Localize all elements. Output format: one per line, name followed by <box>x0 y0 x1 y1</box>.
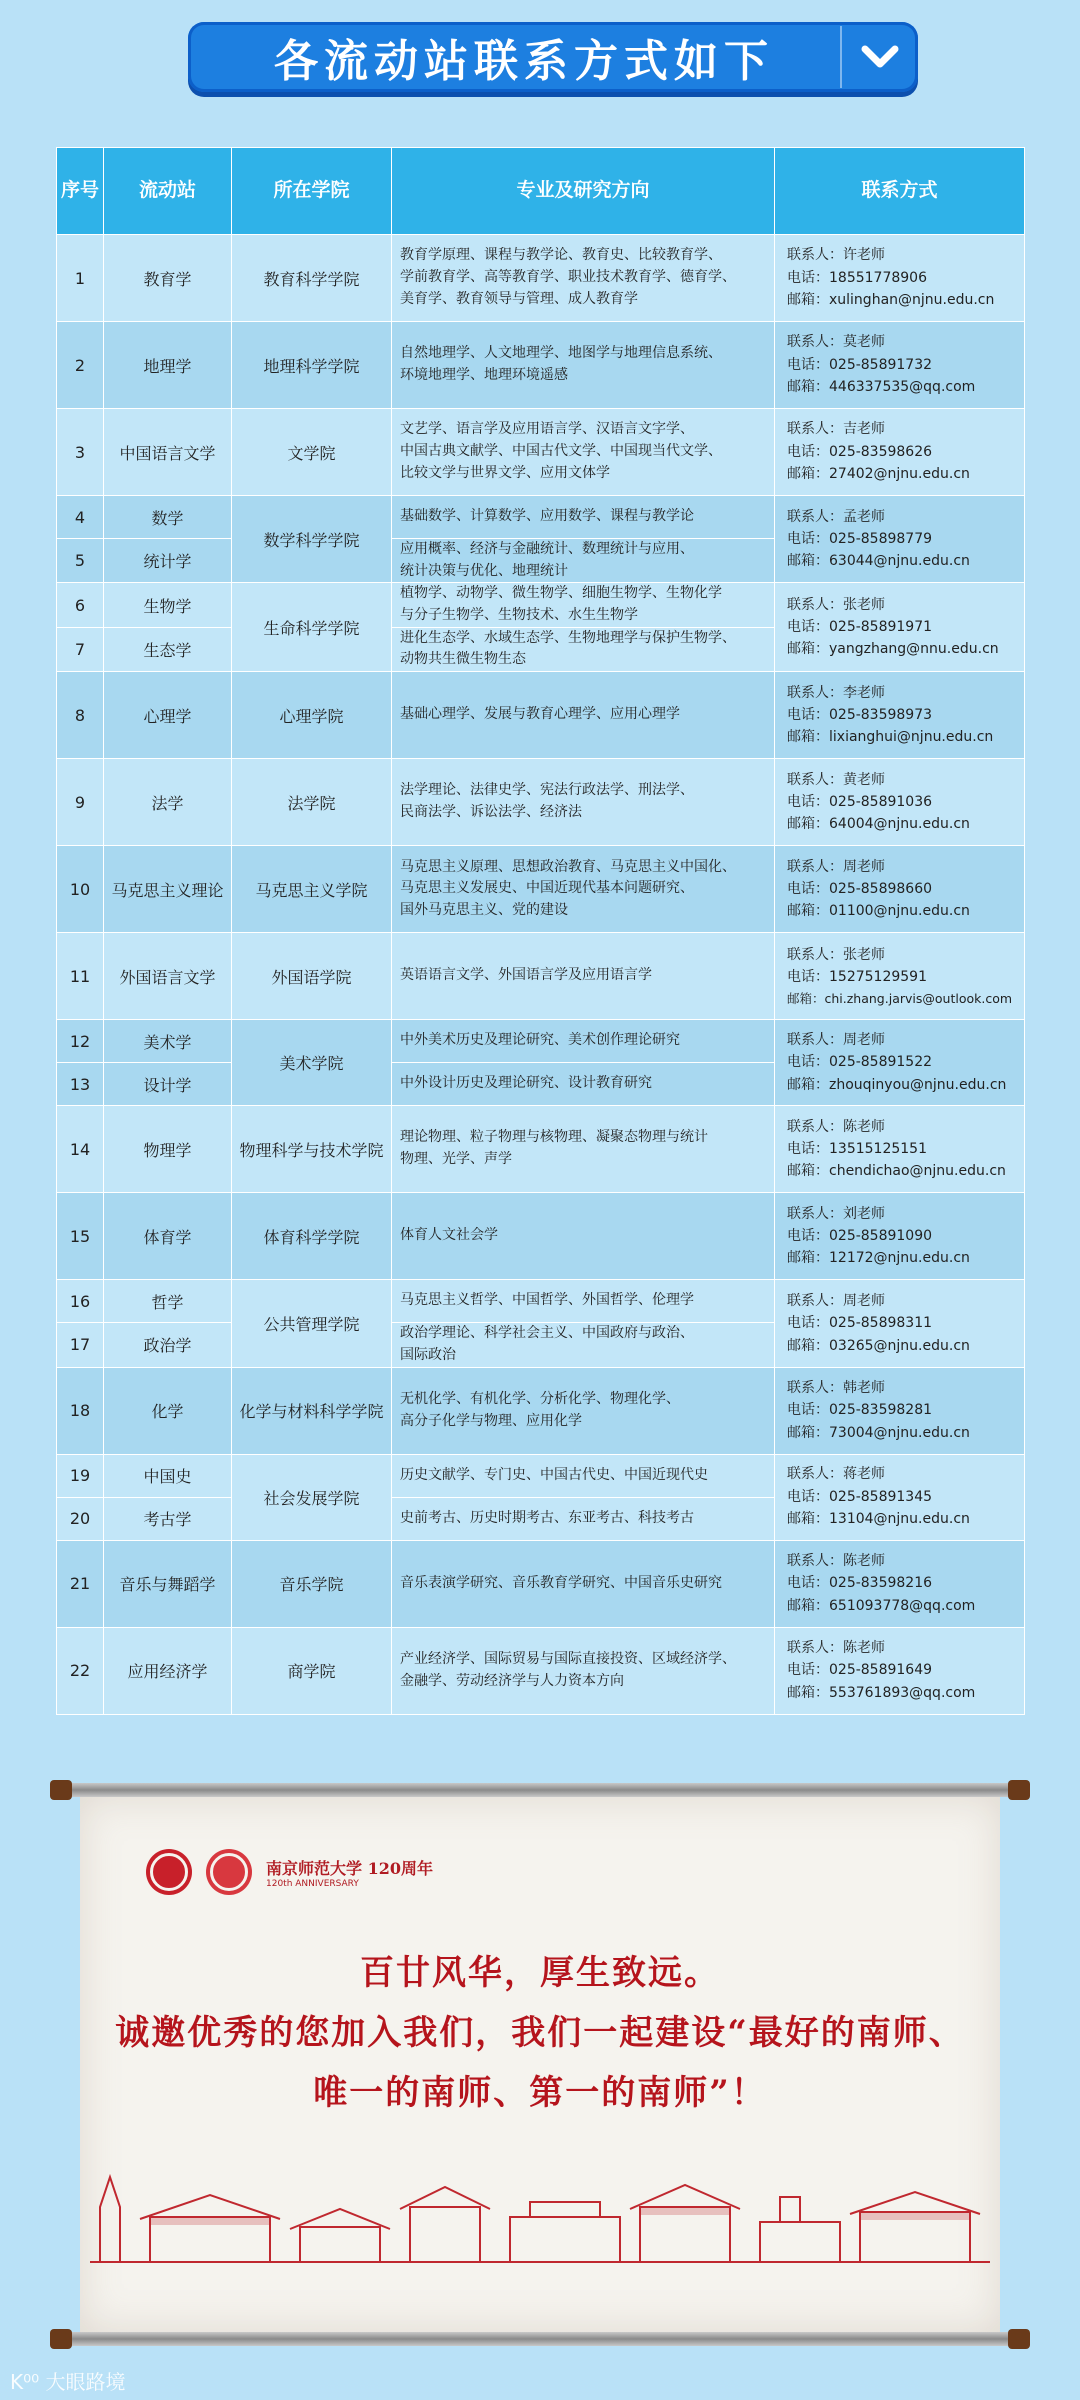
direction-line: 理论物理、粒子物理与核物理、凝聚态物理与统计 <box>400 1129 708 1146</box>
cell-no: 19 <box>57 1454 104 1497</box>
direction-line: 美育学、教育领导与管理、成人教育学 <box>400 290 638 307</box>
contact-email[interactable]: 邮箱：12172@njnu.edu.cn <box>787 1250 970 1267</box>
cell-station: 法学 <box>104 759 232 846</box>
direction-line: 比较文学与世界文学、应用文体学 <box>400 464 610 481</box>
cell-direction <box>392 672 775 759</box>
cell-direction <box>392 1020 775 1063</box>
direction-line: 基础数学、计算数学、应用数学、课程与教学论 <box>400 508 694 525</box>
cell-station: 统计学 <box>104 539 232 583</box>
table-body <box>57 235 1025 1715</box>
direction-line: 应用概率、经济与金融统计、数理统计与应用、 <box>400 541 694 557</box>
direction-line: 中外设计历史及理论研究、设计教育研究 <box>400 1075 652 1092</box>
cell-no: 11 <box>57 933 104 1020</box>
cell-college: 化学与材料科学学院 <box>232 1367 392 1454</box>
cell-no: 16 <box>57 1280 104 1323</box>
cell-contact <box>775 933 1025 1020</box>
chevron-down-icon[interactable] <box>842 22 918 92</box>
direction-line: 中国古典文献学、中国古代文学、中国现当代文学、 <box>400 443 722 460</box>
cell-contact <box>775 1454 1025 1540</box>
contact-phone[interactable]: 电话：025-83598626 <box>787 443 933 460</box>
contact-person: 联系人：黄老师 <box>787 771 885 788</box>
cell-station: 设计学 <box>104 1063 232 1106</box>
cell-college: 公共管理学院 <box>232 1280 392 1367</box>
cell-contact <box>775 409 1025 496</box>
cell-no: 18 <box>57 1367 104 1454</box>
direction-line: 政治学理论、科学社会主义、中国政府与政治、 <box>400 1325 694 1342</box>
table-row <box>57 933 1025 1020</box>
rod-cap <box>1008 1780 1030 1800</box>
direction-line: 统计决策与优化、地理统计 <box>400 562 568 579</box>
contact-person: 联系人：蒋老师 <box>787 1466 885 1483</box>
cell-no: 3 <box>57 409 104 496</box>
contact-person: 联系人：李老师 <box>787 684 885 701</box>
contact-email[interactable]: 邮箱：446337535@qq.com <box>787 379 976 396</box>
contact-phone[interactable]: 电话：025-85891732 <box>787 356 933 373</box>
direction-line: 与分子生物学、生物技术、水生生物学 <box>400 607 638 624</box>
cell-direction <box>392 1540 775 1627</box>
cell-no: 8 <box>57 672 104 759</box>
table-row <box>57 235 1025 322</box>
header-contact: 联系方式 <box>775 148 1025 235</box>
slogan-line-3: 唯一的南师、第一的南师”！ <box>313 2073 767 2113</box>
table-row <box>57 1020 1025 1063</box>
contact-phone[interactable]: 电话：025-83598216 <box>787 1575 933 1592</box>
header-no: 序号 <box>57 148 104 235</box>
cell-contact <box>775 759 1025 846</box>
anniversary-logo-icon <box>206 1849 252 1895</box>
direction-line: 体育人文社会学 <box>400 1227 498 1244</box>
table-row <box>57 759 1025 846</box>
cell-contact <box>775 1280 1025 1367</box>
cell-direction <box>392 1367 775 1454</box>
contact-table-container <box>56 147 1024 1715</box>
cell-contact <box>775 1627 1025 1714</box>
direction-line: 马克思主义哲学、中国哲学、外国哲学、伦理学 <box>400 1292 694 1309</box>
cell-contact <box>775 583 1025 672</box>
cell-no: 5 <box>57 539 104 583</box>
cell-direction <box>392 235 775 322</box>
contact-email[interactable]: 邮箱：chendichao@njnu.edu.cn <box>787 1163 1006 1180</box>
logo-anniversary: 120周年 <box>367 1858 433 1878</box>
direction-line: 国外马克思主义、党的建设 <box>400 901 568 918</box>
cell-direction <box>392 1497 775 1540</box>
table-row <box>57 846 1025 933</box>
slogan-line-2: 诚邀优秀的您加入我们，我们一起建设“最好的南师、 <box>115 2013 965 2053</box>
cell-college: 商学院 <box>232 1627 392 1714</box>
contact-person: 联系人：张老师 <box>787 596 885 613</box>
cell-contact <box>775 1367 1025 1454</box>
table-row <box>57 1367 1025 1454</box>
cell-no: 20 <box>57 1497 104 1540</box>
table-row <box>57 1106 1025 1193</box>
direction-line: 动物共生微生物生态 <box>400 651 526 668</box>
cell-station: 物理学 <box>104 1106 232 1193</box>
contact-phone[interactable]: 电话：025-85891971 <box>787 619 933 636</box>
cell-college: 法学院 <box>232 759 392 846</box>
cell-no: 9 <box>57 759 104 846</box>
cell-station: 生物学 <box>104 583 232 627</box>
contact-person: 联系人：陈老师 <box>787 1552 885 1569</box>
header-station: 流动站 <box>104 148 232 235</box>
cell-direction <box>392 759 775 846</box>
direction-line: 金融学、劳动经济学与人力资本方向 <box>400 1672 624 1689</box>
direction-line: 学前教育学、高等教育学、职业技术教育学、德育学、 <box>400 269 736 286</box>
contact-phone[interactable]: 电话：025-85898311 <box>787 1315 933 1332</box>
table-row <box>57 409 1025 496</box>
cell-contact <box>775 672 1025 759</box>
contact-phone[interactable]: 电话：13515125151 <box>787 1140 927 1157</box>
direction-line: 马克思主义发展史、中国近现代基本问题研究、 <box>400 880 694 897</box>
direction-line: 基础心理学、发展与教育心理学、应用心理学 <box>400 706 680 723</box>
contact-person: 联系人：张老师 <box>787 946 885 963</box>
table-row <box>57 1280 1025 1323</box>
contact-email[interactable]: 邮箱：553761893@qq.com <box>787 1684 976 1701</box>
contact-person: 联系人：许老师 <box>787 247 885 264</box>
cell-direction <box>392 1193 775 1280</box>
contact-person: 联系人：莫老师 <box>787 334 885 351</box>
cell-college: 外国语学院 <box>232 933 392 1020</box>
cell-college: 物理科学与技术学院 <box>232 1106 392 1193</box>
contact-phone[interactable]: 电话：025-85898660 <box>787 880 933 897</box>
cell-direction <box>392 496 775 539</box>
table-row <box>57 496 1025 539</box>
cell-station: 心理学 <box>104 672 232 759</box>
scroll-rod-bottom <box>56 2332 1024 2346</box>
direction-line: 环境地理学、地理环境遥感 <box>400 367 568 383</box>
cell-college: 教育科学学院 <box>232 235 392 322</box>
rod-cap <box>1008 2329 1030 2349</box>
cell-contact <box>775 1020 1025 1106</box>
cell-no: 13 <box>57 1063 104 1106</box>
watermark: K⁰⁰ 大眼路境 <box>10 2370 126 2394</box>
contact-email[interactable]: 邮箱：651093778@qq.com <box>787 1597 976 1614</box>
cell-station: 教育学 <box>104 235 232 322</box>
contact-phone[interactable]: 电话：15275129591 <box>787 969 927 986</box>
cell-contact <box>775 1540 1025 1627</box>
cell-direction <box>392 583 775 627</box>
direction-line: 音乐表演学研究、音乐教育学研究、中国音乐史研究 <box>400 1574 722 1591</box>
cell-station: 马克思主义理论 <box>104 846 232 933</box>
cell-station: 中国语言文学 <box>104 409 232 496</box>
contact-person: 联系人：韩老师 <box>787 1379 885 1396</box>
cell-direction <box>392 1280 775 1323</box>
contact-email[interactable]: 邮箱：yangzhang@nnu.edu.cn <box>787 641 999 658</box>
campus-skyline-icon <box>90 2147 990 2267</box>
direction-line: 进化生态学、水域生态学、生物地理学与保护生物学、 <box>400 629 736 646</box>
contact-email[interactable]: 邮箱：chi.zhang.jarvis@outlook.com <box>787 990 1012 1006</box>
contact-email[interactable]: 邮箱：63044@njnu.edu.cn <box>787 553 970 570</box>
cell-no: 14 <box>57 1106 104 1193</box>
cell-no: 7 <box>57 627 104 671</box>
cell-direction <box>392 1627 775 1714</box>
cell-direction <box>392 933 775 1020</box>
cell-no: 2 <box>57 322 104 409</box>
direction-line: 产业经济学、国际贸易与国际直接投资、区域经济学、 <box>400 1650 736 1667</box>
contact-person: 联系人：陈老师 <box>787 1118 885 1135</box>
cell-college: 音乐学院 <box>232 1540 392 1627</box>
contact-phone[interactable]: 电话：025-85891649 <box>787 1662 933 1679</box>
contact-phone[interactable]: 电话：025-85891522 <box>787 1054 933 1071</box>
cell-direction <box>392 1106 775 1193</box>
table-row <box>57 1540 1025 1627</box>
direction-line: 自然地理学、人文地理学、地图学与地理信息系统、 <box>400 345 722 362</box>
cell-college: 社会发展学院 <box>232 1454 392 1540</box>
cell-station: 政治学 <box>104 1323 232 1367</box>
slogan-line-1: 百廿风华，厚生致远。 <box>360 1953 720 1993</box>
contact-person: 联系人：吉老师 <box>787 421 885 438</box>
table-row <box>57 583 1025 627</box>
direction-line: 历史文献学、专门史、中国古代史、中国近现代史 <box>400 1466 708 1483</box>
cell-no: 1 <box>57 235 104 322</box>
table-row <box>57 672 1025 759</box>
rod-cap <box>50 2329 72 2349</box>
cell-no: 15 <box>57 1193 104 1280</box>
header-college: 所在学院 <box>232 148 392 235</box>
header-direction: 专业及研究方向 <box>392 148 775 235</box>
cell-college: 马克思主义学院 <box>232 846 392 933</box>
section-banner <box>188 22 918 92</box>
contact-person: 联系人：周老师 <box>787 1032 885 1049</box>
cell-no: 4 <box>57 496 104 539</box>
cell-station: 美术学 <box>104 1020 232 1063</box>
cell-contact <box>775 235 1025 322</box>
direction-line: 中外美术历史及理论研究、美术创作理论研究 <box>400 1032 680 1049</box>
logo-name: 南京师范大学 <box>266 1858 363 1878</box>
contact-person: 联系人：孟老师 <box>787 508 885 525</box>
contact-phone[interactable]: 电话：025-85891345 <box>787 1488 933 1505</box>
direction-line: 物理、光学、声学 <box>400 1151 512 1168</box>
contact-email[interactable]: 邮箱：zhouqinyou@njnu.edu.cn <box>787 1076 1007 1093</box>
contact-phone[interactable]: 电话：025-83598281 <box>787 1402 933 1419</box>
direction-line: 教育学原理、课程与教学论、教育史、比较教育学、 <box>400 247 722 264</box>
cell-station: 化学 <box>104 1367 232 1454</box>
university-logo <box>146 1849 433 1895</box>
table-row <box>57 1193 1025 1280</box>
cell-contact <box>775 1193 1025 1280</box>
cell-contact <box>775 322 1025 409</box>
contact-email[interactable]: 邮箱：lixianghui@njnu.edu.cn <box>787 729 994 746</box>
cell-contact <box>775 496 1025 583</box>
cell-station: 外国语言文学 <box>104 933 232 1020</box>
cell-no: 10 <box>57 846 104 933</box>
cell-direction <box>392 409 775 496</box>
cell-direction <box>392 1323 775 1367</box>
cell-no: 6 <box>57 583 104 627</box>
cell-no: 22 <box>57 1627 104 1714</box>
direction-line: 高分子化学与物理、应用化学 <box>400 1412 582 1429</box>
table-header-row <box>57 148 1025 235</box>
contact-person: 联系人：周老师 <box>787 1292 885 1309</box>
scroll-paper <box>80 1797 1000 2332</box>
cell-no: 17 <box>57 1323 104 1367</box>
cell-station: 生态学 <box>104 627 232 671</box>
banner-title: 各流动站联系方式如下 <box>274 36 774 87</box>
contact-email[interactable]: 邮箱：xulinghan@njnu.edu.cn <box>787 292 995 309</box>
cell-college: 数学科学学院 <box>232 496 392 583</box>
cell-college: 文学院 <box>232 409 392 496</box>
cell-station: 地理学 <box>104 322 232 409</box>
contact-phone[interactable]: 电话：18551778906 <box>787 269 927 286</box>
contact-person: 联系人：陈老师 <box>787 1639 885 1656</box>
scroll-rod-top <box>56 1783 1024 1797</box>
contact-phone[interactable]: 电话：025-83598973 <box>787 706 933 723</box>
contact-table <box>56 147 1025 1715</box>
contact-person: 联系人：刘老师 <box>787 1205 885 1222</box>
direction-line: 文艺学、语言学及应用语言学、汉语言文字学、 <box>400 421 694 438</box>
table-row <box>57 322 1025 409</box>
scroll-banner <box>56 1783 1024 2346</box>
contact-email[interactable]: 邮箱：03265@njnu.edu.cn <box>787 1337 970 1354</box>
contact-email[interactable]: 邮箱：27402@njnu.edu.cn <box>787 466 970 483</box>
cell-no: 12 <box>57 1020 104 1063</box>
contact-email[interactable]: 邮箱：01100@njnu.edu.cn <box>787 903 970 920</box>
direction-line: 无机化学、有机化学、分析化学、物理化学、 <box>400 1390 680 1407</box>
cell-college: 心理学院 <box>232 672 392 759</box>
contact-email[interactable]: 邮箱：13104@njnu.edu.cn <box>787 1511 970 1528</box>
cell-direction <box>392 1063 775 1106</box>
contact-email[interactable]: 邮箱：73004@njnu.edu.cn <box>787 1424 970 1441</box>
cell-station: 体育学 <box>104 1193 232 1280</box>
table-row <box>57 1627 1025 1714</box>
cell-direction <box>392 627 775 671</box>
table-row <box>57 1454 1025 1497</box>
cell-contact <box>775 1106 1025 1193</box>
cell-station: 应用经济学 <box>104 1627 232 1714</box>
cell-station: 哲学 <box>104 1280 232 1323</box>
cell-no: 21 <box>57 1540 104 1627</box>
contact-phone[interactable]: 电话：025-85891036 <box>787 793 933 810</box>
rod-cap <box>50 1780 72 1800</box>
direction-line: 民商法学、诉讼法学、经济法 <box>400 804 582 821</box>
contact-person: 联系人：周老师 <box>787 858 885 875</box>
direction-line: 法学理论、法律史学、宪法行政法学、刑法学、 <box>400 782 694 799</box>
cell-contact <box>775 846 1025 933</box>
direction-line: 英语语言文学、外国语言学及应用语言学 <box>400 967 652 984</box>
cell-college: 美术学院 <box>232 1020 392 1106</box>
contact-email[interactable]: 邮箱：64004@njnu.edu.cn <box>787 816 970 833</box>
logo-subtitle: 120th ANNIVERSARY <box>266 1878 359 1889</box>
cell-station: 音乐与舞蹈学 <box>104 1540 232 1627</box>
direction-line: 史前考古、历史时期考古、东亚考古、科技考古 <box>400 1509 694 1526</box>
cell-college: 生命科学学院 <box>232 583 392 672</box>
contact-phone[interactable]: 电话：025-85898779 <box>787 530 933 547</box>
cell-direction <box>392 322 775 409</box>
cell-station: 考古学 <box>104 1497 232 1540</box>
cell-station: 数学 <box>104 496 232 539</box>
cell-college: 体育科学学院 <box>232 1193 392 1280</box>
seal-logo-icon <box>146 1849 192 1895</box>
cell-station: 中国史 <box>104 1454 232 1497</box>
cell-direction <box>392 846 775 933</box>
direction-line: 国际政治 <box>400 1346 456 1363</box>
direction-line: 马克思主义原理、思想政治教育、马克思主义中国化、 <box>400 858 736 875</box>
cell-direction <box>392 539 775 583</box>
cell-college: 地理科学学院 <box>232 322 392 409</box>
contact-phone[interactable]: 电话：025-85891090 <box>787 1227 933 1244</box>
direction-line: 植物学、动物学、微生物学、细胞生物学、生物化学 <box>400 585 722 602</box>
cell-direction <box>392 1454 775 1497</box>
